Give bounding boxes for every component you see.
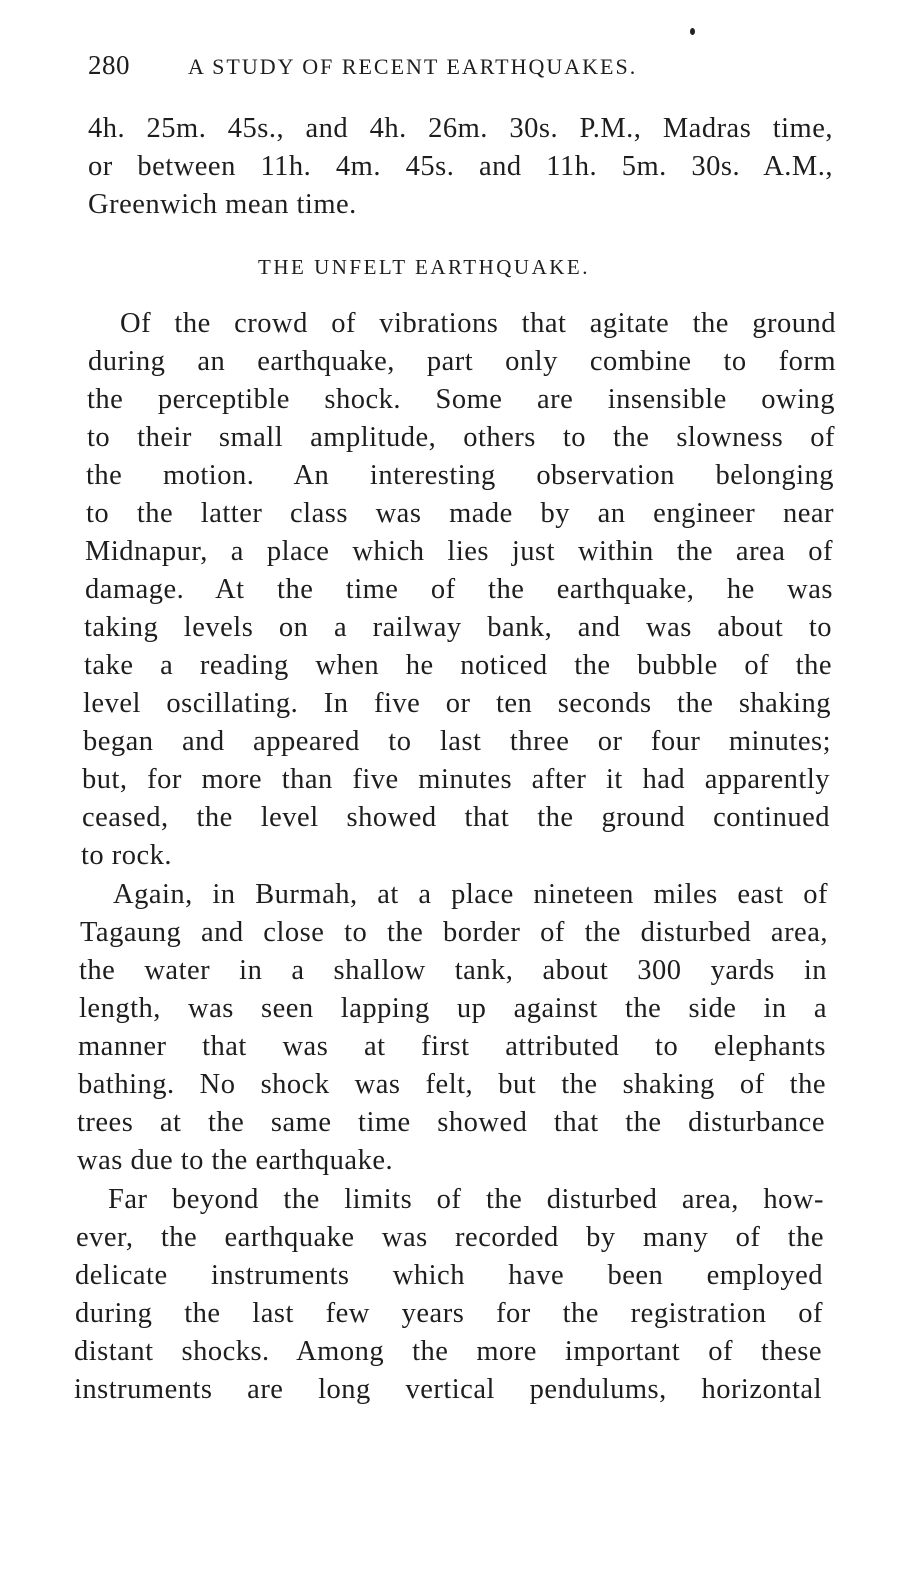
- text-line: take a reading when he noticed the bubble of the: [84, 650, 832, 681]
- page-number: 280: [88, 50, 130, 80]
- text-line: began and appeared to last three or four minutes;: [83, 726, 831, 757]
- text-line: ceased, the level showed that the ground continued: [82, 802, 830, 833]
- text-line: but, for more than five minutes after it had apparently: [82, 764, 830, 795]
- text-line: Tagaung and close to the border of the disturbed area,: [80, 917, 828, 948]
- text-line: length, was seen lapping up against the side in a: [79, 993, 827, 1024]
- text-line: manner that was at first attributed to elephants: [78, 1031, 826, 1062]
- text-line: distant shocks. Among the more important of these: [74, 1336, 822, 1367]
- text-line: 4h. 25m. 45s., and 4h. 26m. 30s. P.M., Madras time,: [88, 113, 833, 144]
- running-title: A STUDY OF RECENT EARTHQUAKES.: [188, 54, 638, 79]
- text-line: or between 11h. 4m. 45s. and 11h. 5m. 30s. A.M.,: [88, 151, 833, 182]
- text-line: ever, the earthquake was recorded by many of the: [76, 1222, 824, 1253]
- text-line: damage. At the time of the earthquake, he was: [85, 574, 833, 605]
- text-line: the perceptible shock. Some are insensible owing: [87, 384, 835, 415]
- running-head: [88, 50, 758, 81]
- text-line: during an earthquake, part only combine to form: [88, 346, 836, 377]
- text-line: to the latter class was made by an engineer near: [86, 498, 834, 529]
- text-line: trees at the same time showed that the disturbance: [77, 1107, 825, 1138]
- text-line: bathing. No shock was felt, but the shaking of the: [78, 1069, 826, 1100]
- text-line: was due to the earthquake.: [77, 1145, 394, 1176]
- text-line: taking levels on a railway bank, and was about to: [84, 612, 832, 643]
- text-line: Greenwich mean time.: [88, 189, 357, 220]
- text-line: delicate instruments which have been employed: [75, 1260, 823, 1291]
- text-line: the water in a shallow tank, about 300 yards in: [79, 955, 827, 986]
- section-heading: THE UNFELT EARTHQUAKE.: [258, 255, 590, 279]
- text-line: instruments are long vertical pendulums, horizontal: [74, 1374, 822, 1405]
- text-line: Far beyond the limits of the disturbed area, how-: [108, 1184, 824, 1215]
- print-speck: [690, 28, 695, 35]
- text-line: during the last few years for the registration of: [75, 1298, 823, 1329]
- text-line: level oscillating. In five or ten seconds the shaking: [83, 688, 831, 719]
- text-line: Midnapur, a place which lies just within the area of: [85, 536, 833, 567]
- text-line: to rock.: [81, 840, 173, 871]
- text-line: Of the crowd of vibrations that agitate the ground: [120, 308, 836, 339]
- text-line: the motion. An interesting observation belonging: [86, 460, 834, 491]
- text-line: to their small amplitude, others to the slowness of: [87, 422, 835, 453]
- text-line: Again, in Burmah, at a place nineteen miles east of: [113, 879, 828, 910]
